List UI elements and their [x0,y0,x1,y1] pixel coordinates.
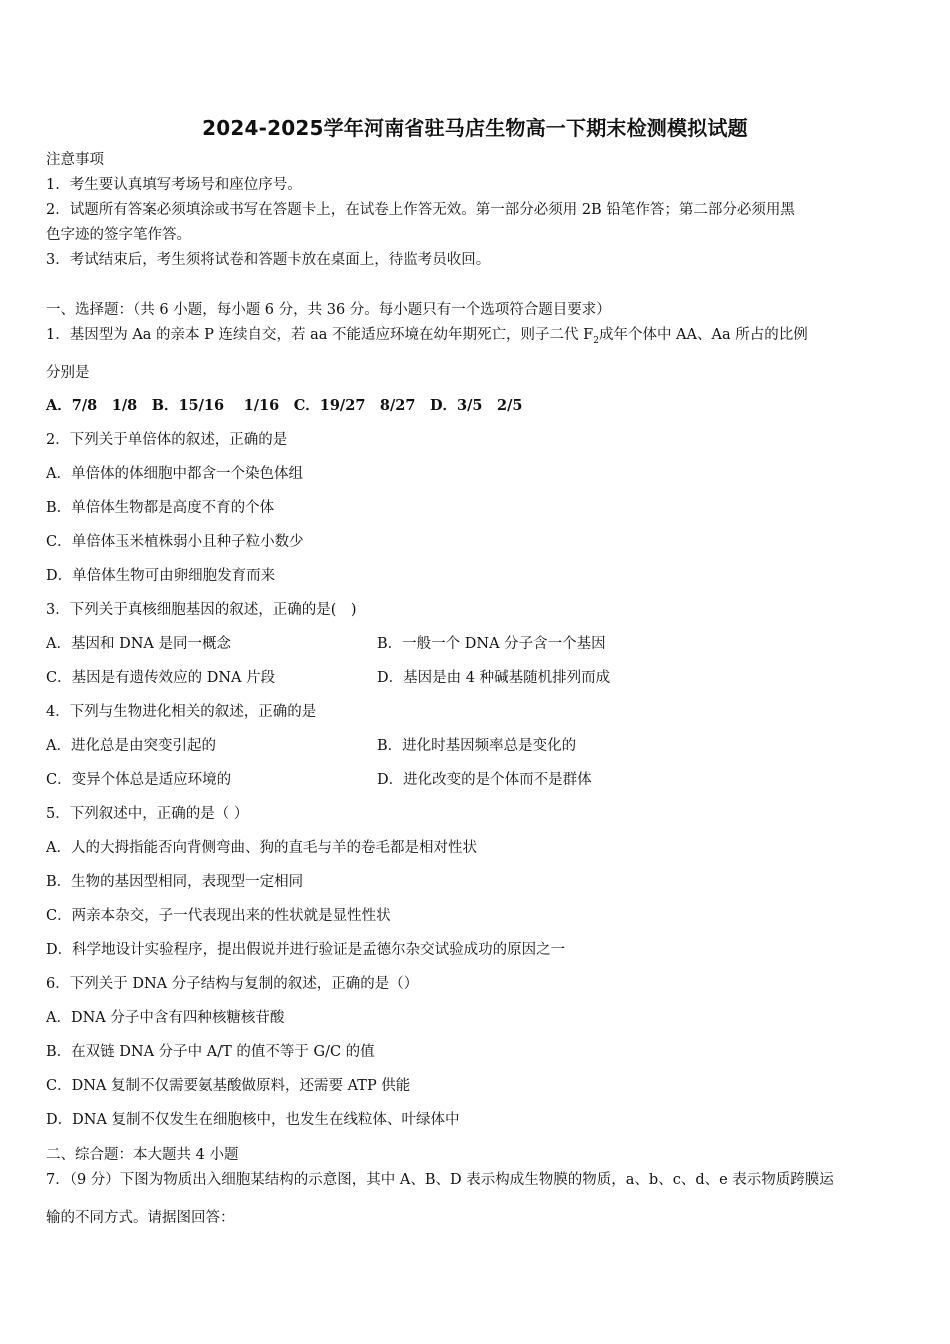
question-3-stem: 3．下列关于真核细胞基因的叙述，正确的是( ) [46,602,357,618]
question-3-option-a: A．基因和 DNA 是同一概念 [46,636,231,652]
question-5-option-b: B．生物的基因型相同，表现型一定相同 [46,874,304,890]
section-1-heading: 一、选择题：（共 6 小题，每小题 6 分，共 36 分。每小题只有一个选项符合题目要求） [46,302,611,318]
question-1-stem-pre: 1．基因型为 Aa 的亲本 P 连续自交，若 aa 不能适应环境在幼年期死亡，则子二代 F [46,327,594,343]
page-title: 2024-2025学年河南省驻马店生物高一下期末检测模拟试题 [202,116,748,140]
question-1-stem-post: 成年个体中 AA、Aa 所占的比例 [598,327,808,343]
question-3-option-c: C．基因是有遗传效应的 DNA 片段 [46,670,276,686]
question-7-stem: 7．（9 分）下图为物质出入细胞某结构的示意图，其中 A、B、D 表示构成生物膜的物质，a、b、c、d、e 表示物质跨膜运 [46,1172,834,1188]
question-7-stem-cont: 输的不同方式。请据图回答： [46,1210,235,1226]
question-1-options: A．7/8 1/8 B．15/16 1/16 C．19/27 8/27 D．3/5 2/5 [46,397,523,414]
question-5-option-d: D．科学地设计实验程序，提出假说并进行验证是孟德尔杂交试验成功的原因之一 [46,942,566,958]
question-1-stem-cont: 分别是 [46,365,90,381]
question-6-option-a: A．DNA 分子中含有四种核糖核苷酸 [46,1010,285,1026]
question-4-stem: 4．下列与生物进化相关的叙述，正确的是 [46,704,317,720]
question-6-option-b: B．在双链 DNA 分子中 A/T 的值不等于 G/C 的值 [46,1044,375,1060]
question-2-stem: 2．下列关于单倍体的叙述，正确的是 [46,432,288,448]
question-4-option-b: B．进化时基因频率总是变化的 [377,738,577,754]
question-6-option-c: C．DNA 复制不仅需要氨基酸做原料，还需要 ATP 供能 [46,1078,411,1094]
question-5-option-a: A．人的大拇指能否向背侧弯曲、狗的直毛与羊的卷毛都是相对性状 [46,840,477,856]
notice-heading: 注意事项 [46,152,104,168]
question-6-option-d: D．DNA 复制不仅发生在细胞核中，也发生在线粒体、叶绿体中 [46,1112,460,1128]
section-2-heading: 二、综合题：本大题共 4 小题 [46,1147,239,1163]
question-6-stem: 6．下列关于 DNA 分子结构与复制的叙述，正确的是（） [46,976,419,992]
notice-item-2-cont: 色字迹的签字笔作答。 [46,227,191,243]
question-2-option-d: D．单倍体生物可由卵细胞发育而来 [46,568,276,584]
question-5-stem: 5．下列叙述中，正确的是（ ） [46,806,249,822]
question-2-option-a: A．单倍体的体细胞中都含一个染色体组 [46,466,303,482]
question-3-option-d: D．基因是由 4 种碱基随机排列而成 [377,670,611,686]
question-3-option-b: B．一般一个 DNA 分子含一个基因 [377,636,606,652]
question-4-option-a: A．进化总是由突变引起的 [46,738,216,754]
notice-item-2: 2．试题所有答案必须填涂或书写在答题卡上，在试卷上作答无效。第一部分必须用 2B 铅笔作答；第二部分必须用黑 [46,202,795,218]
question-1-stem [46,326,808,350]
question-1-subscript: 2 [593,335,599,346]
notice-item-1: 1．考生要认真填写考场号和座位序号。 [46,177,302,193]
question-2-option-c: C．单倍体玉米植株弱小且种子粒小数少 [46,534,304,550]
question-4-option-d: D．进化改变的是个体而不是群体 [377,772,592,788]
question-5-option-c: C．两亲本杂交，子一代表现出来的性状就是显性性状 [46,908,391,924]
question-4-option-c: C．变异个体总是适应环境的 [46,772,232,788]
notice-item-3: 3．考试结束后，考生须将试卷和答题卡放在桌面上，待监考员收回。 [46,252,491,268]
question-2-option-b: B．单倍体生物都是高度不育的个体 [46,500,275,516]
